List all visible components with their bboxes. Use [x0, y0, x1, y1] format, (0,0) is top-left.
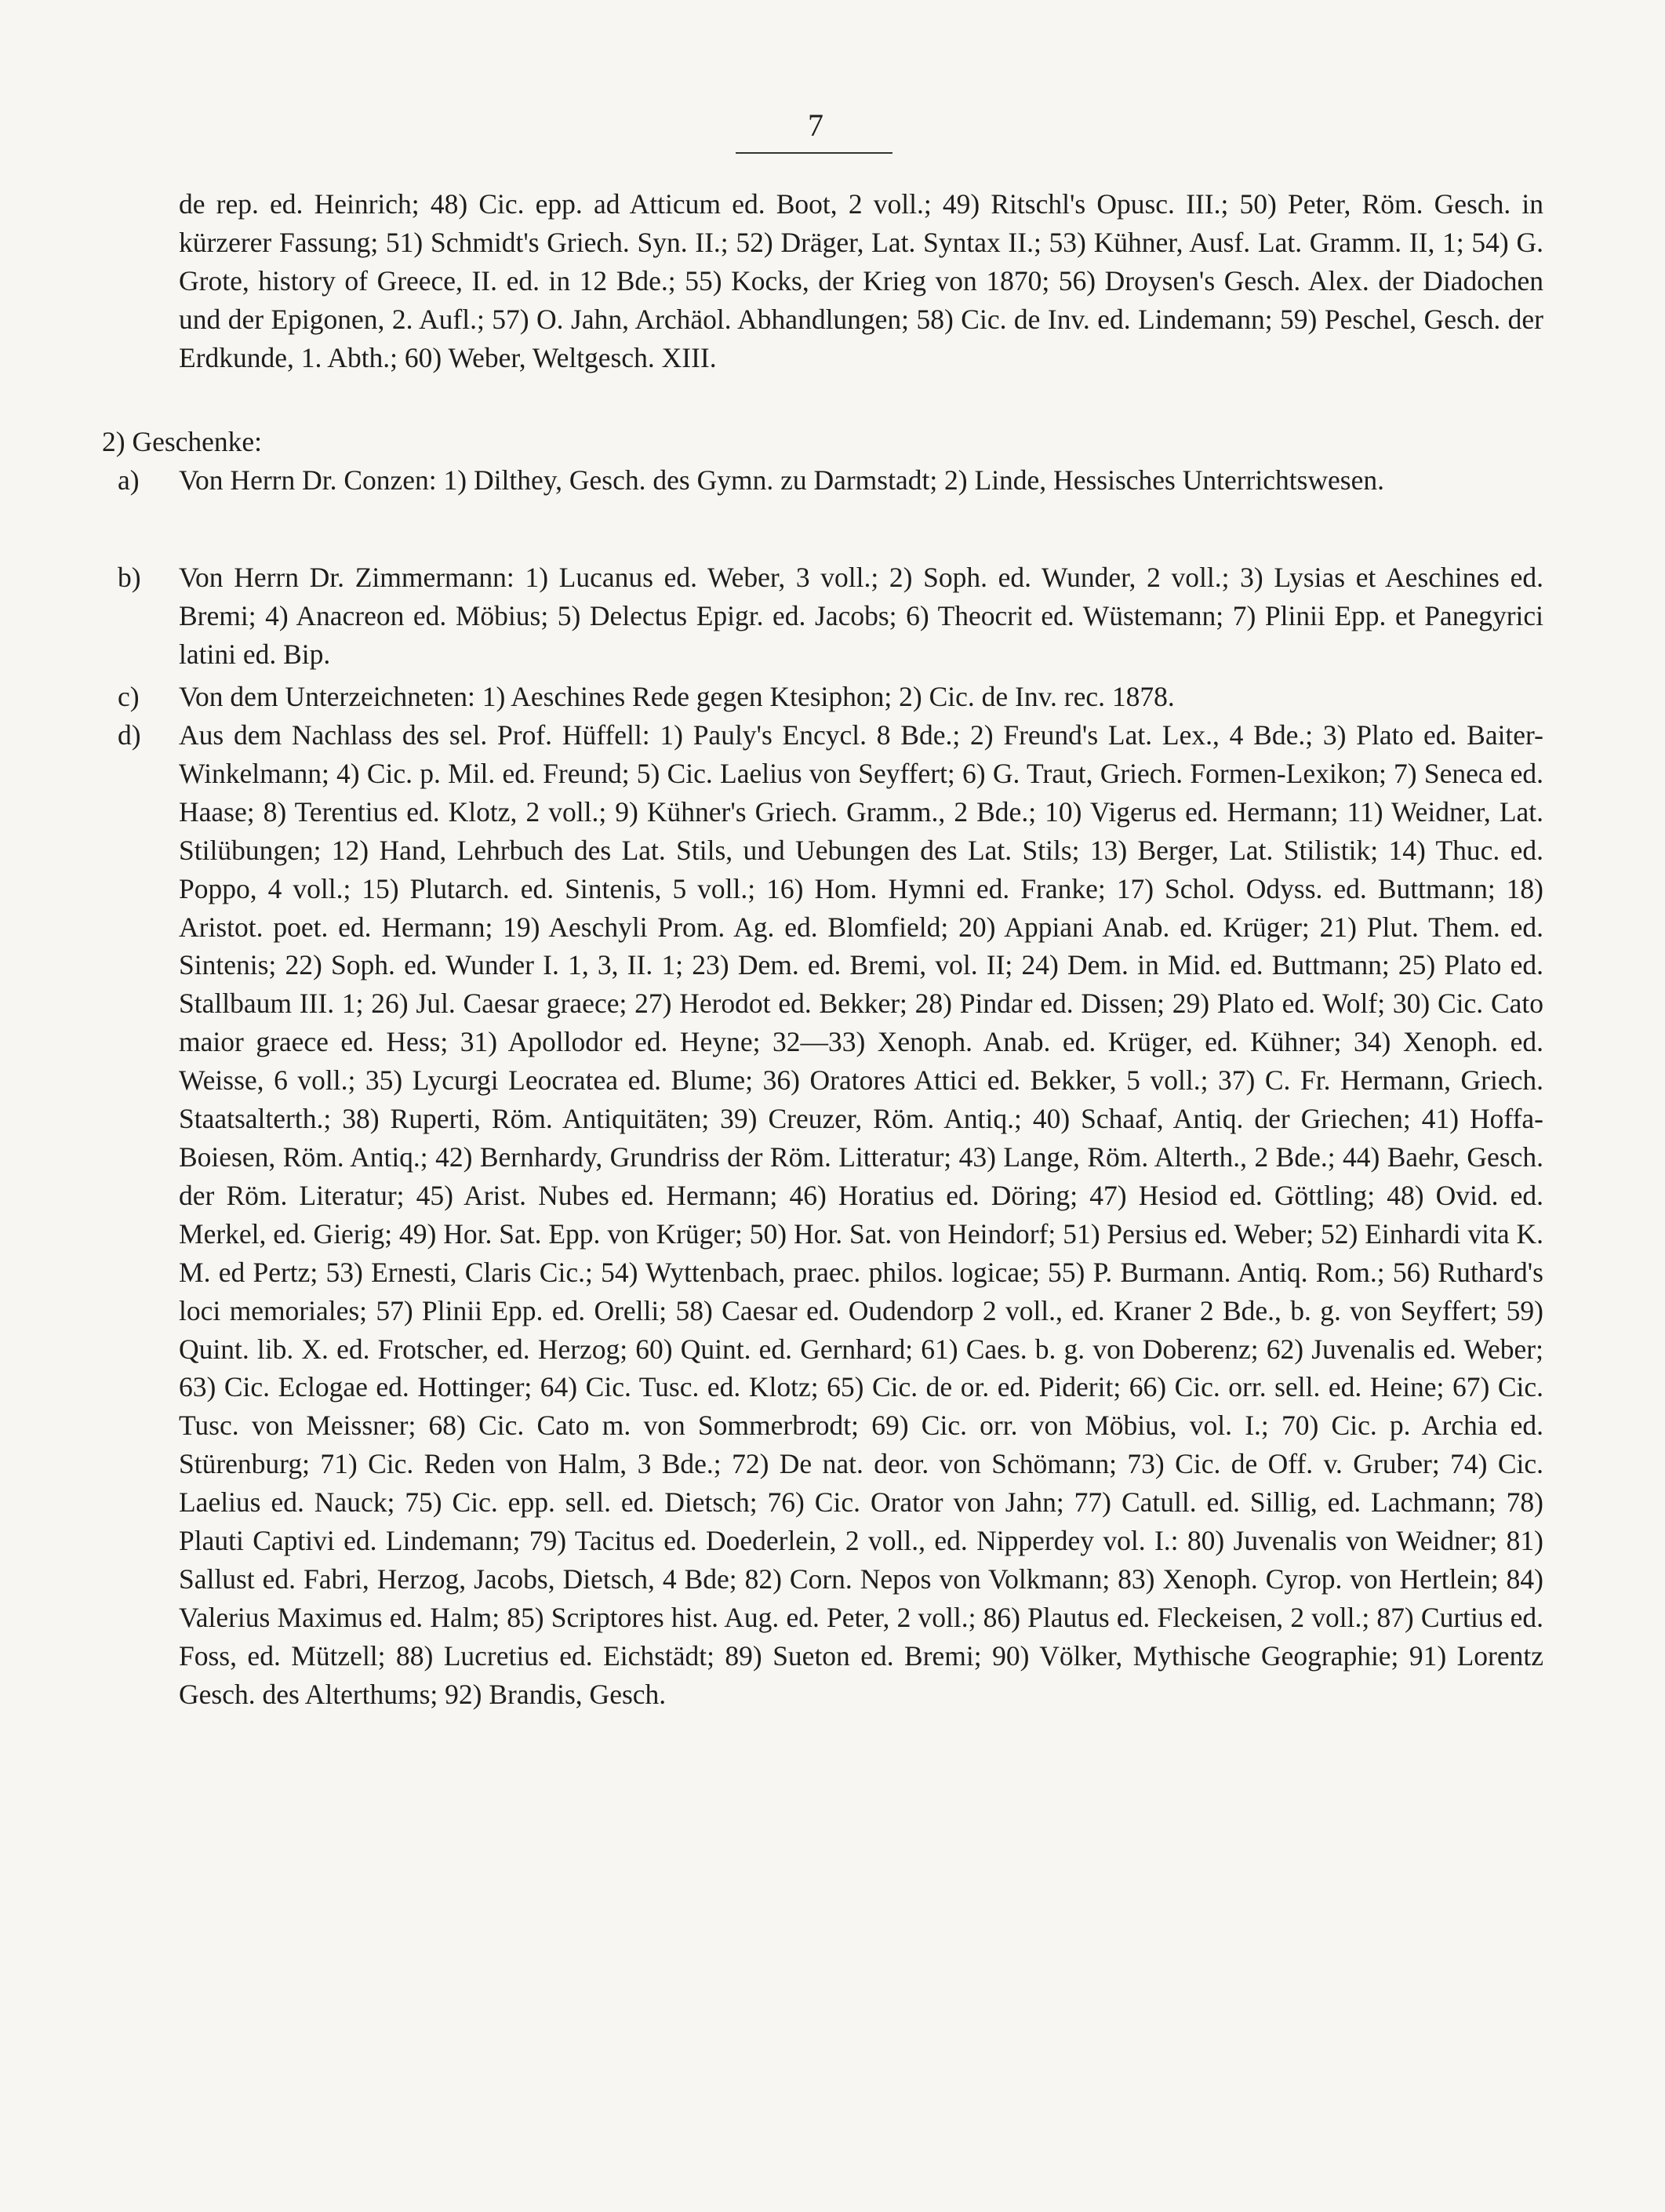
entry-letter: b): [118, 562, 141, 593]
entry-letter: c): [118, 681, 140, 712]
entry-text: Von Herrn Dr. Conzen: 1) Dilthey, Gesch. des Gymn. zu Darmstadt; 2) Linde, Hessisches Unterrichtswesen.: [179, 464, 1385, 496]
entry-letter: d): [118, 719, 141, 751]
entry-text: Von Herrn Dr. Zimmermann: 1) Lucanus ed. Weber, 3 voll.; 2) Soph. ed. Wunder, 2 voll.; 3) Lysias et Aeschines ed. Bremi; 4) Anacreon ed. Möbius; 5) Delectus Epigr. ed. Jacobs; 6) Theocrit ed. Wüstemann; 7) Plinii Epp. et Panegyrici latini ed. Bip.: [179, 562, 1543, 670]
section-heading: 2) Geschenke:: [102, 426, 263, 457]
continuation-paragraph: de rep. ed. Heinrich; 48) Cic. epp. ad Atticum ed. Boot, 2 voll.; 49) Ritschl's Opusc. III.; 50) Peter, Röm. Gesch. in kürzerer Fassung; 51) Schmidt's Griech. Syn. II.; 52) Dräger, Lat. Syntax II.; 53) Kühner, Ausf. Lat. Gramm. II, 1; 54) G. Grote, history of Greece, II. ed. in 12 Bde.; 55) Kocks, der Krieg von 1870; 56) Droysen's Gesch. Alex. der Diadochen und der Epigonen, 2. Aufl.; 57) O. Jahn, Archäol. Abhandlungen; 58) Cic. de Inv. ed. Lindemann; 59) Peschel, Gesch. der Erdkunde, 1. Abth.; 60) Weber, Weltgesch. XIII.: [179, 188, 1543, 373]
entry-text: Von dem Unterzeichneten: 1) Aeschines Rede gegen Ktesiphon; 2) Cic. de Inv. rec. 1878.: [179, 681, 1175, 712]
entry-letter: a): [118, 464, 140, 496]
page-number: 7: [808, 107, 823, 143]
header-rule: [736, 152, 892, 154]
entry-text: Aus dem Nachlass des sel. Prof. Hüffell: 1) Pauly's Encycl. 8 Bde.; 2) Freund's Lat. Lex., 4 Bde.; 3) Plato ed. Baiter-Winkelmann; 4) Cic. p. Mil. ed. Freund; 5) Cic. Laelius von Seyffert; 6) G. Traut, Griech. Formen-Lexikon; 7) Seneca ed. Haase; 8) Terentius ed. Klotz, 2 voll.; 9) Kühner's Griech. Gramm., 2 Bde.; 10) Vigerus ed. Hermann; 11) Weidner, Lat. Stilübungen; 12) Hand, Lehrbuch des Lat. Stils, und Uebungen des Lat. Stils; 13) Berger, Lat. Stilistik; 14) Thuc. ed. Poppo, 4 voll.; 15) Plutarch. ed. Sintenis, 5 voll.; 16) Hom. Hymni ed. Franke; 17) Schol. Odyss. ed. Buttmann; 18) Aristot. poet. ed. Hermann; 19) Aeschyli Prom. Ag. ed. Blomfield; 20) Appiani Anab. ed. Krüger; 21) Plut. Them. ed. Sintenis; 22) Soph. ed. Wunder I. 1, 3, II. 1; 23) Dem. ed. Bremi, vol. II; 24) Dem. in Mid. ed. Buttmann; 25) Plato ed. Stallbaum III. 1; 26) Jul. Caesar graece; 27) Herodot ed. Bekker; 28) Pindar ed. Dissen; 29) Plato ed. Wolf; 30) Cic. Cato maior graece ed. Hess; 31) Apollodor ed. Heyne; 32—33) Xenoph. Anab. ed. Krüger, ed. Kühner; 34) Xenoph. ed. Weisse, 6 voll.; 35) Lycurgi Leocratea ed. Blume; 36) Oratores Attici ed. Bekker, 5 voll.; 37) C. Fr. Hermann, Griech. Staatsalterth.; 38) Ruperti, Röm. Antiquitäten; 39) Creuzer, Röm. Antiq.; 40) Schaaf, Antiq. der Griechen; 41) Hoffa-Boiesen, Röm. Antiq.; 42) Bernhardy, Grundriss der Röm. Litteratur; 43) Lange, Röm. Alterth., 2 Bde.; 44) Baehr, Gesch. der Röm. Literatur; 45) Arist. Nubes ed. Hermann; 46) Horatius ed. Döring; 47) Hesiod ed. Göttling; 48) Ovid. ed. Merkel, ed. Gierig; 49) Hor. Sat. Epp. von Krüger; 50) Hor. Sat. von Heindorf; 51) Persius ed. Weber; 52) Einhardi vita K. M. ed Pertz; 53) Ernesti, Claris Cic.; 54) Wyttenbach, praec. philos. logicae; 55) P. Burmann. Antiq. Rom.; 56) Ruthard's loci memoriales; 57) Plinii Epp. ed. Orelli; 58) Caesar ed. Oudendorp 2 voll., ed. Kraner 2 Bde., b. g. von Seyffert; 59) Quint. lib. X. ed. Frotscher, ed. Herzog; 60) Quint. ed. Gernhard; 61) Caes. b. g. von Doberenz; 62) Juvenalis ed. Weber; 63) Cic. Eclogae ed. Hottinger; 64) Cic. Tusc. ed. Klotz; 65) Cic. de or. ed. Piderit; 66) Cic. orr. sell. ed. Heine; 67) Cic. Tusc. von Meissner; 68) Cic. Cato m. von Sommerbrodt; 69) Cic. orr. von Möbius, vol. I.; 70) Cic. p. Archia ed. Stürenburg; 71) Cic. Reden von Halm, 3 Bde.; 72) De nat. deor. von Schömann; 73) Cic. de Off. v. Gruber; 74) Cic. Laelius ed. Nauck; 75) Cic. epp. sell. ed. Dietsch; 76) Cic. Orator von Jahn; 77) Catull. ed. Sillig, ed. Lachmann; 78) Plauti Captivi ed. Lindemann; 79) Tacitus ed. Doederlein, 2 voll., ed. Nipperdey vol. I.: 80) Juvenalis von Weidner; 81) Sallust ed. Fabri, Herzog, Jacobs, Dietsch, 4 Bde; 82) Corn. Nepos von Volkmann; 83) Xenoph. Cyrop. von Hertlein; 84) Valerius Maximus ed. Halm; 85) Scriptores hist. Aug. ed. Peter, 2 voll.; 86) Plautus ed. Fleckeisen, 2 voll.; 87) Curtius ed. Foss, ed. Mützell; 88) Lucretius ed. Eichstädt; 89) Sueton ed. Bremi; 90) Völker, Mythische Geographie; 91) Lorentz Gesch. des Alterthums; 92) Brandis, Gesch.: [179, 719, 1543, 1710]
